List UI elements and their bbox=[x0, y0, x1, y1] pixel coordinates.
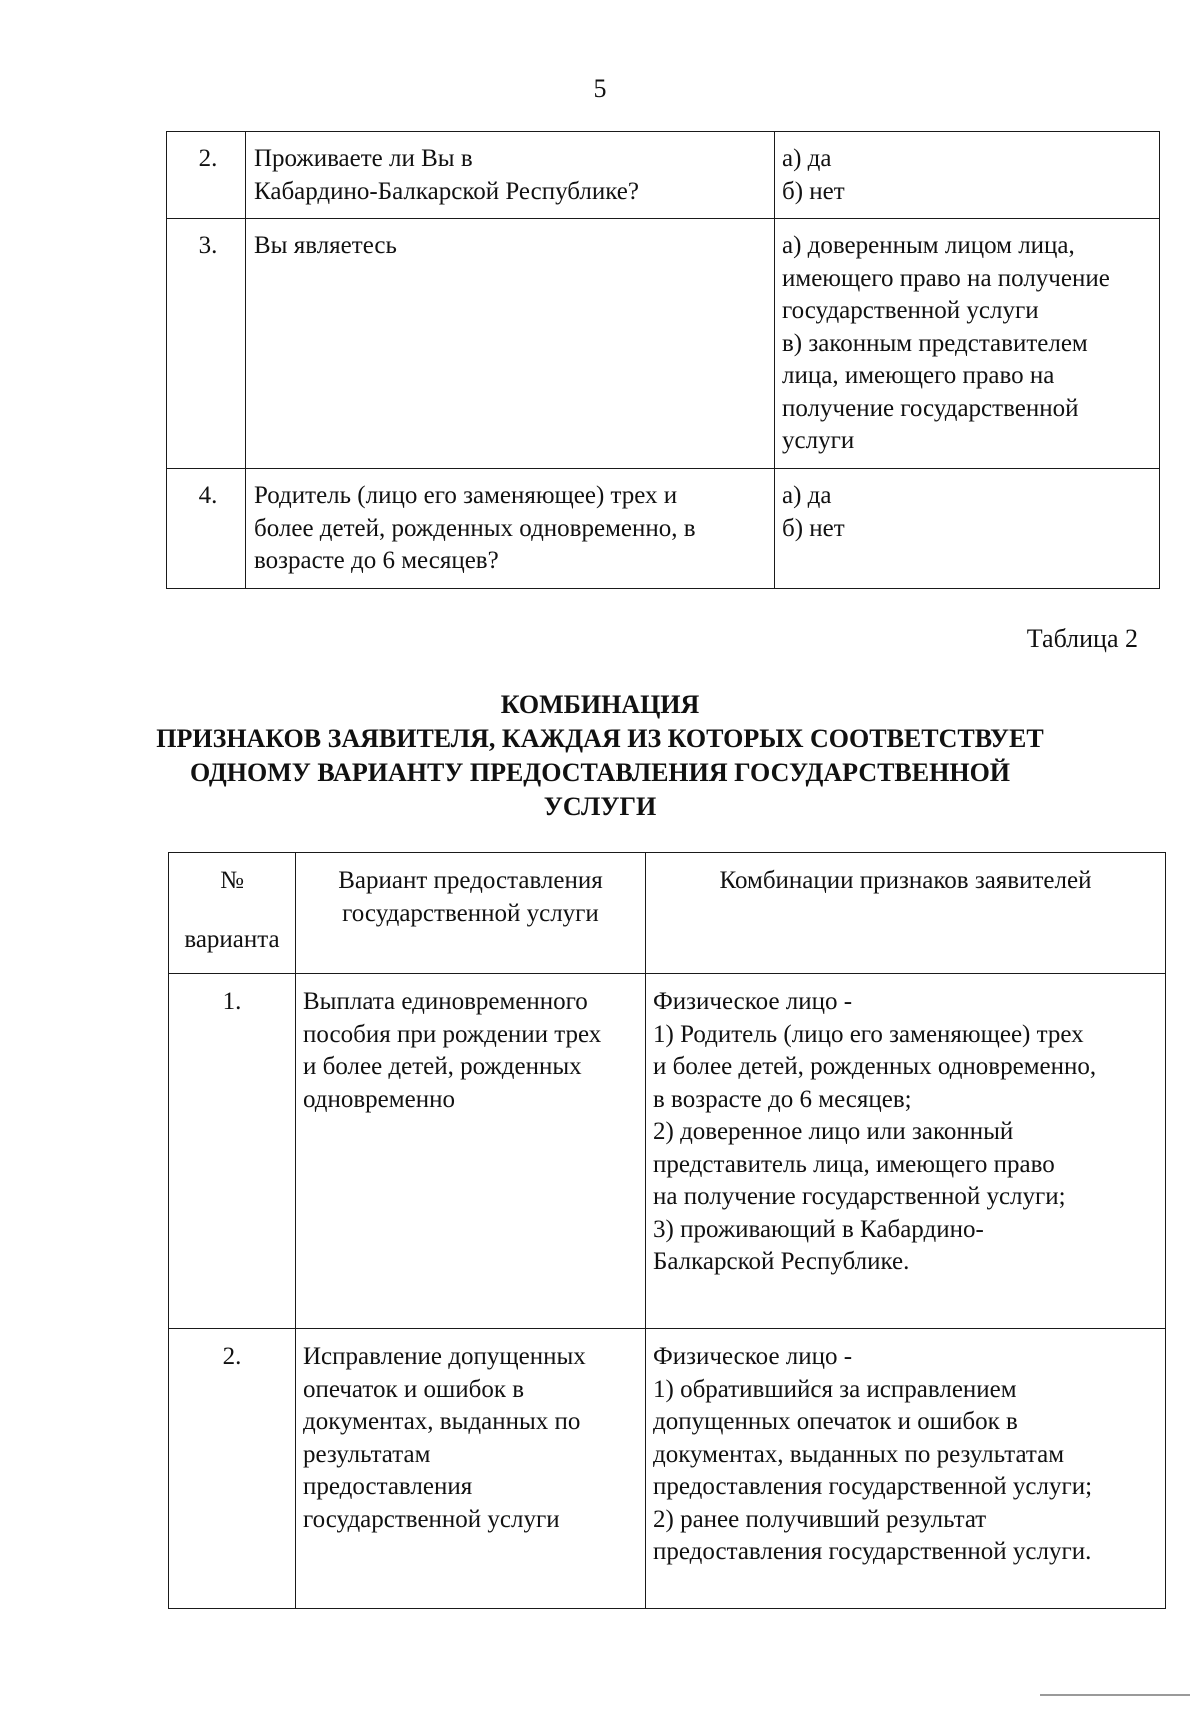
header-combinations: Комбинации признаков заявителей bbox=[646, 853, 1166, 974]
variant-line: государственной услуги bbox=[303, 1505, 560, 1533]
combination-line: 3) проживающий в Кабардино- bbox=[653, 1215, 984, 1243]
combination-line: 2) ранее получивший результат bbox=[653, 1505, 987, 1533]
heading-line: ПРИЗНАКОВ ЗАЯВИТЕЛЯ, КАЖДАЯ ИЗ КОТОРЫХ СООТВЕТСТВУЕТ bbox=[156, 724, 1044, 753]
table-row bbox=[167, 469, 1160, 589]
question-line: более детей, рожденных одновременно, в bbox=[254, 514, 696, 542]
answer-line: а) да bbox=[782, 482, 832, 509]
combination-line: представитель лица, имеющего право bbox=[653, 1150, 1055, 1178]
table-row bbox=[167, 219, 1160, 469]
combination-line: предоставления государственной услуги; bbox=[653, 1473, 1093, 1500]
answer-line: государственной услуги bbox=[782, 297, 1039, 324]
variant-word: варианта bbox=[184, 925, 280, 953]
answer-line: а) доверенным лицом лица, bbox=[782, 232, 1075, 259]
number-sign: № bbox=[220, 867, 244, 894]
row-number: 3. bbox=[167, 219, 246, 469]
question-line: Родитель (лицо его заменяющее) трех и bbox=[254, 482, 678, 509]
combination-line: и более детей, рожденных одновременно, bbox=[653, 1053, 1097, 1080]
variant-line: результатам bbox=[303, 1440, 431, 1468]
answer-cell bbox=[775, 219, 1160, 469]
variant-line: документах, выданных по bbox=[303, 1408, 581, 1435]
variant-line: Исправление допущенных bbox=[303, 1343, 586, 1370]
row-number: 2. bbox=[167, 132, 246, 219]
header-line: государственной услуги bbox=[342, 899, 599, 927]
table-header-row bbox=[169, 853, 1166, 974]
variant-line: опечаток и ошибок в bbox=[303, 1375, 525, 1403]
row-number: 4. bbox=[167, 469, 246, 589]
heading-line: КОМБИНАЦИЯ bbox=[500, 690, 700, 719]
variant-line: Выплата единовременного bbox=[303, 988, 588, 1015]
answer-line: б) нет bbox=[782, 514, 845, 542]
answer-line: услуги bbox=[782, 427, 855, 454]
combination-line: Физическое лицо - bbox=[653, 988, 853, 1015]
combination-line: Физическое лицо - bbox=[653, 1343, 853, 1370]
question-line: Вы являетесь bbox=[254, 232, 397, 259]
answer-line: в) законным представителем bbox=[782, 329, 1088, 357]
question-line: Проживаете ли Вы в bbox=[254, 145, 473, 172]
question-line: возрасте до 6 месяцев? bbox=[254, 547, 499, 574]
combination-line: Балкарской Республике. bbox=[653, 1248, 910, 1275]
question-line: Кабардино-Балкарской Республике? bbox=[254, 177, 639, 205]
variant-line: пособия при рождении трех bbox=[303, 1020, 602, 1048]
header-variant-number bbox=[169, 853, 296, 974]
question-cell bbox=[246, 132, 775, 219]
combination-line: документах, выданных по результатам bbox=[653, 1440, 1065, 1468]
combination-line: 1) Родитель (лицо его заменяющее) трех bbox=[653, 1020, 1084, 1048]
variant-line: и более детей, рожденных bbox=[303, 1053, 582, 1080]
page-number: 5 bbox=[593, 74, 607, 103]
header-variant bbox=[296, 853, 646, 974]
combination-line: 1) обратившийся за исправлением bbox=[653, 1375, 1017, 1403]
section-heading bbox=[0, 688, 1200, 824]
variant-line: одновременно bbox=[303, 1085, 455, 1113]
combination-line: допущенных опечаток и ошибок в bbox=[653, 1408, 1018, 1435]
combination-line: в возрасте до 6 месяцев; bbox=[653, 1085, 912, 1113]
combination-line: предоставления государственной услуги. bbox=[653, 1538, 1092, 1565]
table-row bbox=[169, 974, 1166, 1329]
combination-line: 2) доверенное лицо или законный bbox=[653, 1118, 1014, 1145]
scan-artifact bbox=[1040, 1694, 1190, 1696]
answer-line: б) нет bbox=[782, 177, 845, 205]
answer-line: получение государственной bbox=[782, 394, 1079, 422]
variant-cell bbox=[296, 974, 646, 1329]
table-row bbox=[169, 1329, 1166, 1609]
combinations-cell bbox=[646, 1329, 1166, 1609]
answer-cell bbox=[775, 132, 1160, 219]
heading-line: ОДНОМУ ВАРИАНТУ ПРЕДОСТАВЛЕНИЯ ГОСУДАРСТВЕННОЙ bbox=[189, 758, 1011, 787]
heading-line: УСЛУГИ bbox=[543, 792, 657, 821]
table-caption: Таблица 2 bbox=[1026, 624, 1138, 653]
combinations-cell bbox=[646, 974, 1166, 1329]
answer-cell bbox=[775, 469, 1160, 589]
variant-cell bbox=[296, 1329, 646, 1609]
variants-table bbox=[168, 852, 1166, 1609]
table-row bbox=[167, 132, 1160, 219]
header-line: Вариант предоставления bbox=[338, 867, 603, 894]
answer-line: лица, имеющего право на bbox=[782, 362, 1055, 389]
question-cell bbox=[246, 469, 775, 589]
criteria-table bbox=[166, 131, 1160, 589]
variant-line: предоставления bbox=[303, 1473, 473, 1500]
answer-line: а) да bbox=[782, 145, 832, 172]
combination-line: на получение государственной услуги; bbox=[653, 1183, 1066, 1210]
variant-number: 1. bbox=[169, 974, 296, 1329]
variant-number: 2. bbox=[169, 1329, 296, 1609]
question-cell bbox=[246, 219, 775, 469]
answer-line: имеющего право на получение bbox=[782, 264, 1110, 292]
